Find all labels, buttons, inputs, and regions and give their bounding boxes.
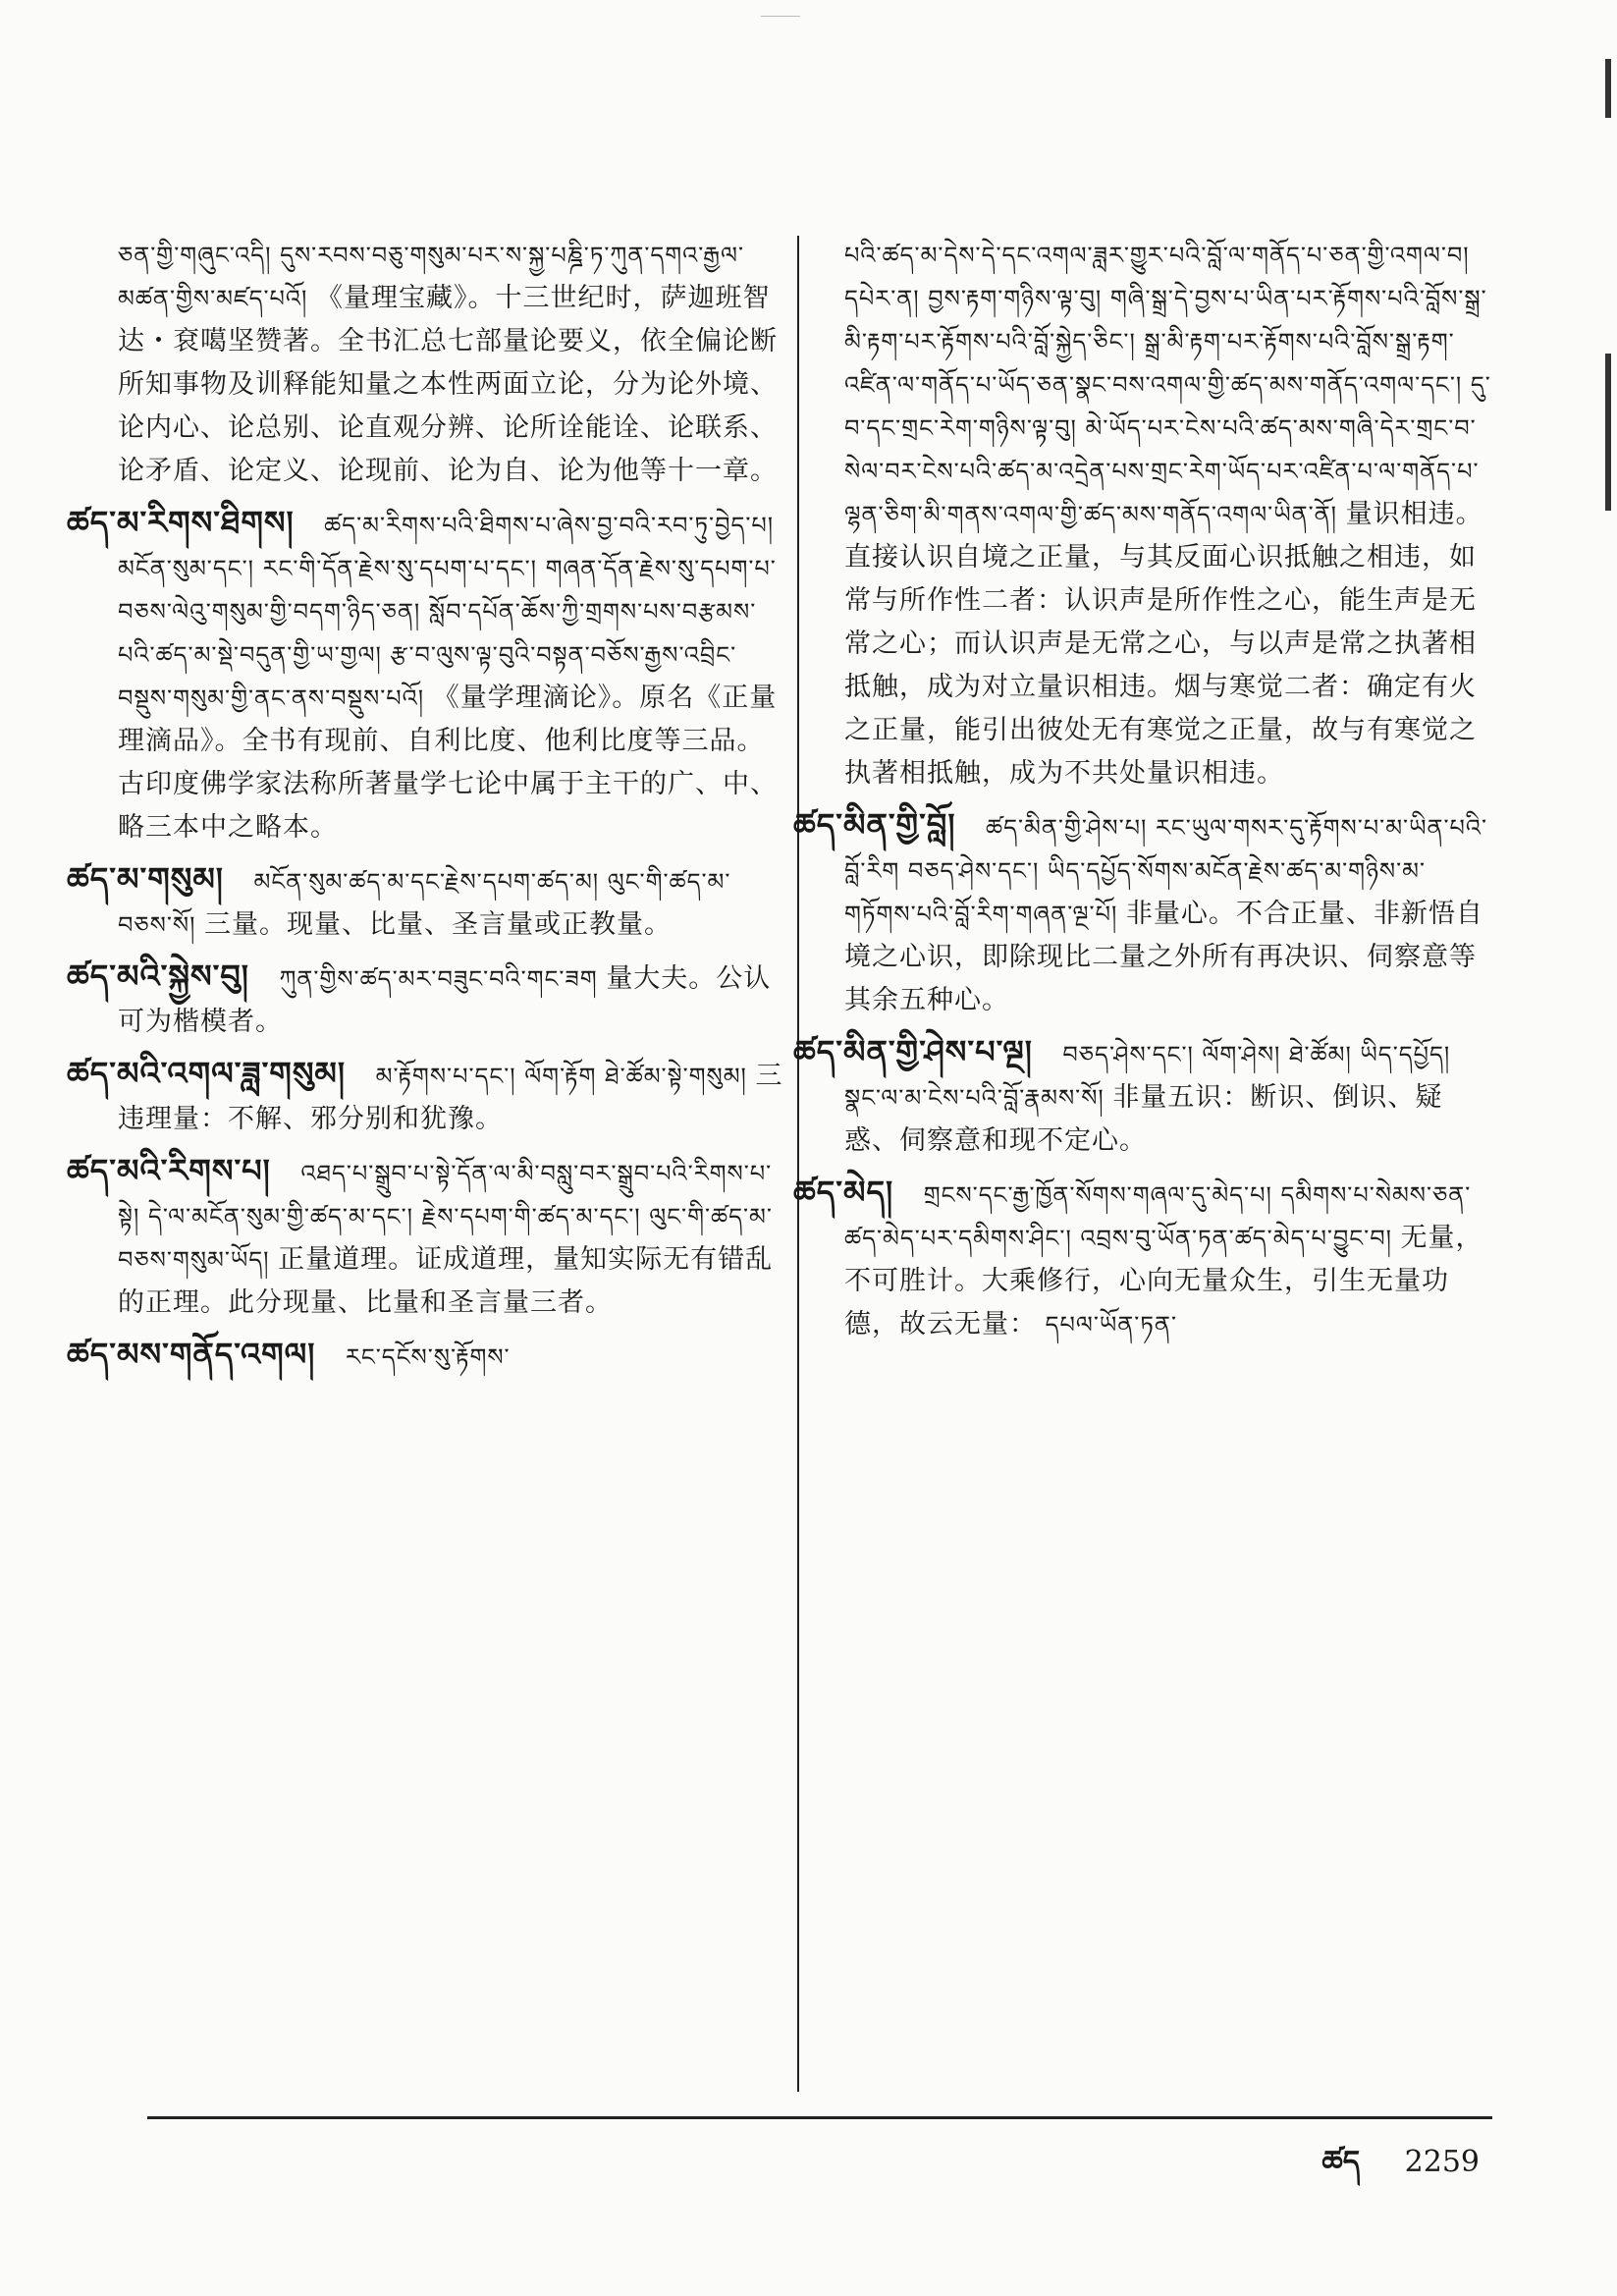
left-column: [67, 234, 785, 1387]
dictionary-entry: [67, 1149, 785, 1325]
right-column: [793, 234, 1492, 1354]
chinese-definition: 无量，不可胜计。大乘修行，心向无量众生，引生无量功德，故云无量：: [844, 1223, 1483, 1339]
tibetan-definition: མ་རྟོགས་པ་དང་། ལོག་རྟོག ཐེ་ཚོམ་སྟེ་གསུམ།: [375, 1063, 747, 1090]
tibetan-continuation: དཔལ་ཡོན་ཏན་: [1045, 1311, 1177, 1339]
tibetan-definition: ཚད་མ་རིགས་པའི་ཐིགས་པ་ཞེས་བྱ་བའི་རབ་ཏུ་བྱེད་པ། མངོན་སུམ་དང་། རང་གི་དོན་རྗེས་སུ་དཔག་པ་དང་། གཞན་དོན་རྗེས་སུ་དཔག་པ་བཅས་ལེའུ་གསུམ་གྱི་བདག་ཉིད་ཅན། སློབ་དཔོན་ཆོས་ཀྱི་གྲགས་པས་བརྩམས་པའི་ཚད་མ་སྡེ་བདུན་གྱི་ཡ་གྱལ། རྩ་བ་ལུས་ལྟ་བུའི་བསྟན་བཅོས་རྒྱས་འབྲིང་བསྡུས་གསུམ་གྱི་ནང་ནས་བསྡུས་པའོ།: [118, 512, 777, 712]
tibetan-text: པའི་ཚད་མ་དེས་དེ་དང་འགལ་ཟླར་གྱུར་པའི་བློ་ལ་གནོད་པ་ཅན་གྱི་འགལ་བ། དཔེར་ན། བྱས་རྟག་གཉིས་ལྟ་བུ། གཞི་སྒྲ་དེ་བྱས་པ་ཡིན་པར་རྟོགས་པའི་བློས་སྒྲ་མི་རྟག་པར་རྟོགས་པའི་བློ་སྐྱེད་ཅིང་། སྒྲ་མི་རྟག་པར་རྟོགས་པའི་བློས་སྒྲ་རྟག་འཛིན་ལ་གནོད་པ་ཡོད་ཅན་སྣང་བས་འགལ་གྱི་ཚད་མས་གནོད་འགལ་དང་། དུ་བ་དང་གྲང་རེག་གཉིས་ལྟ་བུ། མེ་ཡོད་པར་ངེས་པའི་ཚད་མས་གཞི་དེར་གྲང་བ་སེལ་བར་ངེས་པའི་ཚད་མ་འདྲེན་པས་གྲང་རེག་ཡོད་པར་འཛིན་པ་ལ་གནོད་པ་ལྷན་ཅིག་མི་གནས་འགལ་གྱི་ཚད་མས་གནོད་འགལ་ཡིན་ནོ།: [844, 242, 1491, 528]
dictionary-entry: [67, 1052, 785, 1141]
tibetan-definition: གྲངས་དང་རྒྱ་ཁྱོན་སོགས་གཞལ་དུ་མེད་པ། དམིགས་པ་སེམས་ཅན་ཚད་མེད་པར་དམིགས་ཤིང་། འབྲས་བུ་ཡོན་ཏན་ཚད་མེད་པ་བྱུང་བ།: [844, 1181, 1472, 1252]
headword: ཚད་མ་རིགས་ཐིགས།: [67, 504, 295, 541]
footer-rule: [147, 2116, 1492, 2119]
headword: ཚད་མའི་རིགས་པ།: [67, 1152, 271, 1189]
tibetan-definition: བཅད་ཤེས་དང་། ལོག་ཤེས། ཐེ་ཚོམ། ཡིད་དཔྱོད། སྣང་ལ་མ་ངེས་པའི་བློ་རྣམས་སོ།: [844, 1041, 1451, 1112]
headword: ཚད་མེད།: [793, 1174, 894, 1211]
chinese-definition: 正量道理。证成道理，量知实际无有错乱的正理。此分现量、比量和圣言量三者。: [118, 1244, 774, 1318]
chinese-definition: 量识相违。直接认识自境之正量，与其反面心识抵触之相违，如常与所作性二者：认识声是所作性之心，能生声是无常之心；而认识声是无常之心，与以声是常之执著相抵触，成为对立量识相违。烟与寒觉二者：确定有火之正量，能引出彼处无有寒觉之正量，故与有寒觉之执著相抵触，成为不共处量识相违。: [844, 499, 1483, 789]
chinese-definition: 三违理量：不解、邪分别和犹豫。: [118, 1061, 783, 1134]
scan-edge-mark: [1605, 59, 1611, 118]
chinese-definition: 非量心。不合正量、非新悟自境之心识，即除现比二量之外所有再决识、伺察意等其余五种心。: [844, 899, 1483, 1015]
headword: ཚད་མིན་གྱི་བློ།: [793, 806, 956, 844]
tibetan-definition: ཚད་མིན་གྱི་ཤེས་པ། རང་ཡུལ་གསར་དུ་རྟོགས་པ་མ་ཡིན་པའི་བློ་རིག བཅད་ཤེས་དང་། ཡིད་དཔྱོད་སོགས་མངོན་རྗེས་ཚད་མ་གཉིས་མ་གཏོགས་པའི་བློ་རིག་གཞན་ལྔ་པོ།: [844, 814, 1488, 928]
tibetan-text: ཅན་གྱི་གཞུང་འདི། དུས་རབས་བཅུ་གསུམ་པར་ས་སྐྱ་པཎྜི་ཏ་ཀུན་དགའ་རྒྱལ་མཚན་གྱིས་མཛད་པའོ།: [118, 242, 745, 312]
dictionary-entry: [793, 1171, 1492, 1346]
column-divider: [797, 236, 799, 2092]
dictionary-entry: [67, 1333, 785, 1379]
headword: ཚད་མིན་གྱི་ཤེས་པ་ལྔ།: [793, 1033, 1033, 1070]
tibetan-definition: འཐད་པ་སྒྲུབ་པ་སྟེ་དོན་ལ་མི་བསླུ་བར་སྒྲུབ་པའི་རིགས་པ་སྟེ། དེ་ལ་མངོན་སུམ་གྱི་ཚད་མ་དང་། རྗེས་དཔག་གི་ཚད་མ་དང་། ལུང་གི་ཚད་མ་བཅས་གསུམ་ཡོད།: [118, 1160, 773, 1274]
dictionary-entry: [67, 501, 785, 849]
page-number: 2259: [1404, 2145, 1480, 2179]
chinese-definition: 《量学理滴论》。原名《正量理滴品》。全书有现前、自利比度、他利比度等三品。古印度佛学家法称所著量学七论中属于主干的广、中、略三本中之略本。: [118, 683, 778, 843]
tibetan-definition: མངོན་སུམ་ཚད་མ་དང་རྗེས་དཔག་ཚད་མ། ལུང་གི་ཚད་མ་བཅས་སོ།: [118, 868, 731, 939]
section-head: ཚད: [1321, 2145, 1361, 2179]
dictionary-entry: [67, 857, 785, 947]
headword: ཚད་མའི་སྐྱེས་བུ།: [67, 957, 249, 995]
scan-edge-mark: [1605, 354, 1611, 511]
dictionary-entry: [793, 803, 1492, 1022]
headword: ཚད་མ་གསུམ།: [67, 860, 224, 898]
right-continuation: [844, 234, 1492, 795]
left-continuation: [118, 234, 785, 493]
headword: ཚད་མའི་འགལ་ཟླ་གསུམ།: [67, 1055, 347, 1092]
dictionary-entry: [793, 1030, 1492, 1163]
tibetan-definition: ཀུན་གྱིས་ཚད་མར་བཟུང་བའི་གང་ཟག: [279, 965, 598, 993]
chinese-definition: 非量五识：断识、倒识、疑惑、伺察意和现不定心。: [844, 1082, 1443, 1156]
page-footer: [1321, 2129, 1480, 2212]
chinese-definition: 《量理宝藏》。十三世纪时，萨迦班智达・袞噶坚赞著。全书汇总七部量论要义，依全偏论断所知事物及训释能知量之本性两面立论，分为论外境、论内心、论总别、论直观分辨、论所诠能诠、论联系、论矛盾、论定义、论现前、论为自、论为他等十一章。: [118, 283, 778, 486]
scan-mark: [761, 16, 800, 17]
tibetan-definition: རང་དངོས་སུ་རྟོགས་: [345, 1343, 511, 1371]
chinese-definition: 三量。现量、比量、圣言量或正教量。: [204, 909, 673, 940]
dictionary-entry: [67, 955, 785, 1044]
chinese-definition: 量大夫。公认可为楷模者。: [118, 963, 772, 1037]
headword: ཚད་མས་གནོད་འགལ།: [67, 1336, 316, 1373]
